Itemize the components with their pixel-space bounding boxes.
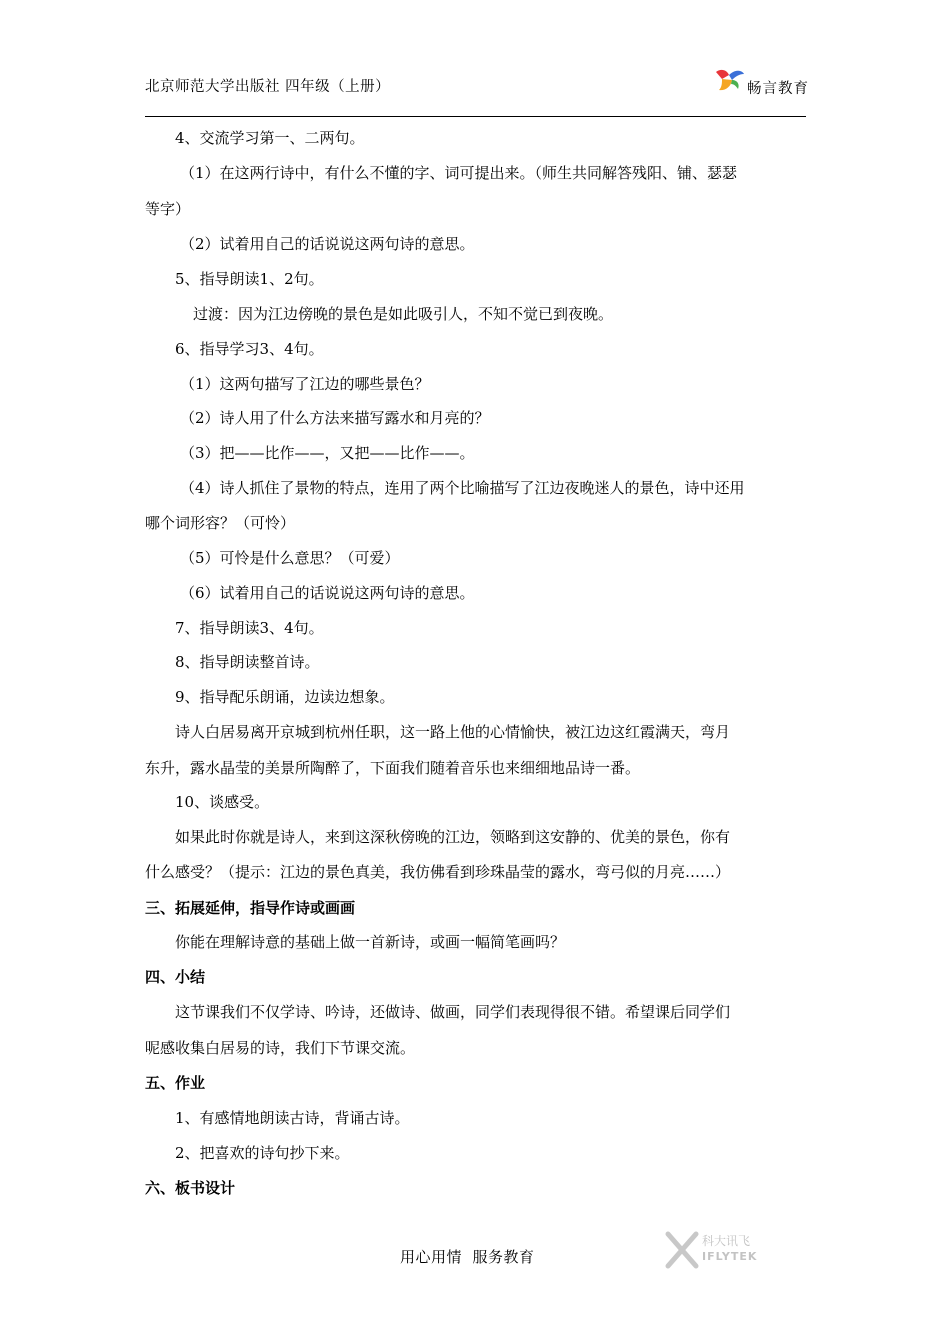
- text-line: （2）诗人用了什么方法来描写露水和月亮的？: [180, 409, 490, 427]
- text-line: （1）在这两行诗中，有什么不懂的字、词可提出来。（师生共同解答残阳、铺、瑟瑟: [180, 164, 738, 182]
- text-line: 7、指导朗读3、4句。: [175, 619, 324, 637]
- section-heading: 六、板书设计: [145, 1179, 236, 1197]
- text-line: 什么感受？（提示：江边的景色真美，我仿佛看到珍珠晶莹的露水，弯弓似的月亮……）: [145, 863, 731, 881]
- text-line: 4、交流学习第一、二两句。: [175, 129, 365, 147]
- section-heading: 四、小结: [145, 968, 206, 986]
- text-line: 呢感收集白居易的诗，我们下节课交流。: [145, 1039, 416, 1057]
- text-line: 你能在理解诗意的基础上做一首新诗，或画一幅简笔画吗？: [175, 933, 566, 951]
- section-heading: 五、作业: [145, 1074, 206, 1092]
- footer-slogan: 用心用情 服务教育: [400, 1248, 535, 1266]
- header-publisher: 北京师范大学出版社 四年级（上册）: [145, 79, 391, 95]
- text-line: 5、指导朗读1、2句。: [175, 270, 324, 288]
- text-line: 10、谈感受。: [175, 793, 270, 811]
- text-line: 如果此时你就是诗人，来到这深秋傍晚的江边，领略到这安静的、优美的景色，你有: [175, 828, 731, 846]
- header-divider: [145, 116, 806, 117]
- text-line: 这节课我们不仅学诗、吟诗，还做诗、做画，同学们表现得很不错。希望课后同学们: [175, 1003, 731, 1021]
- text-line: 等字）: [145, 200, 191, 218]
- text-line: （1）这两句描写了江边的哪些景色？: [180, 375, 430, 393]
- text-line: 6、指导学习3、4句。: [175, 340, 324, 358]
- brand-name: 畅言教育: [747, 81, 809, 97]
- bird-logo-icon: [713, 66, 745, 94]
- text-line: （3）把——比作——，又把——比作——。: [180, 444, 475, 462]
- text-line: （2）试着用自己的话说说这两句诗的意思。: [180, 235, 475, 253]
- text-line: （5）可怜是什么意思？（可爱）: [180, 549, 400, 567]
- text-line: 哪个词形容？（可怜）: [145, 514, 296, 532]
- section-heading: 三、拓展延伸，指导作诗或画画: [145, 899, 356, 917]
- brand: [713, 66, 813, 106]
- iflytek-watermark: [664, 1228, 784, 1272]
- iflytek-name-cn: 科大讯飞: [702, 1234, 751, 1248]
- text-line: 8、指导朗读整首诗。: [175, 653, 320, 671]
- text-line: 2、把喜欢的诗句抄下来。: [175, 1144, 350, 1162]
- text-line: 1、有感情地朗读古诗，背诵古诗。: [175, 1109, 410, 1127]
- text-line: 过渡：因为江边傍晚的景色是如此吸引人，不知不觉已到夜晚。: [193, 305, 614, 323]
- text-line: 9、指导配乐朗诵，边读边想象。: [175, 688, 395, 706]
- text-line: 东升，露水晶莹的美景所陶醉了，下面我们随着音乐也来细细地品诗一番。: [145, 759, 641, 777]
- iflytek-name-en: IFLYTEK: [702, 1250, 758, 1263]
- iflytek-logo-icon: [664, 1230, 700, 1270]
- text-line: 诗人白居易离开京城到杭州任职，这一路上他的心情愉快，被江边这红霞满天，弯月: [175, 723, 731, 741]
- text-line: （4）诗人抓住了景物的特点，连用了两个比喻描写了江边夜晚迷人的景色，诗中还用: [180, 479, 745, 497]
- text-line: （6）试着用自己的话说说这两句诗的意思。: [180, 584, 475, 602]
